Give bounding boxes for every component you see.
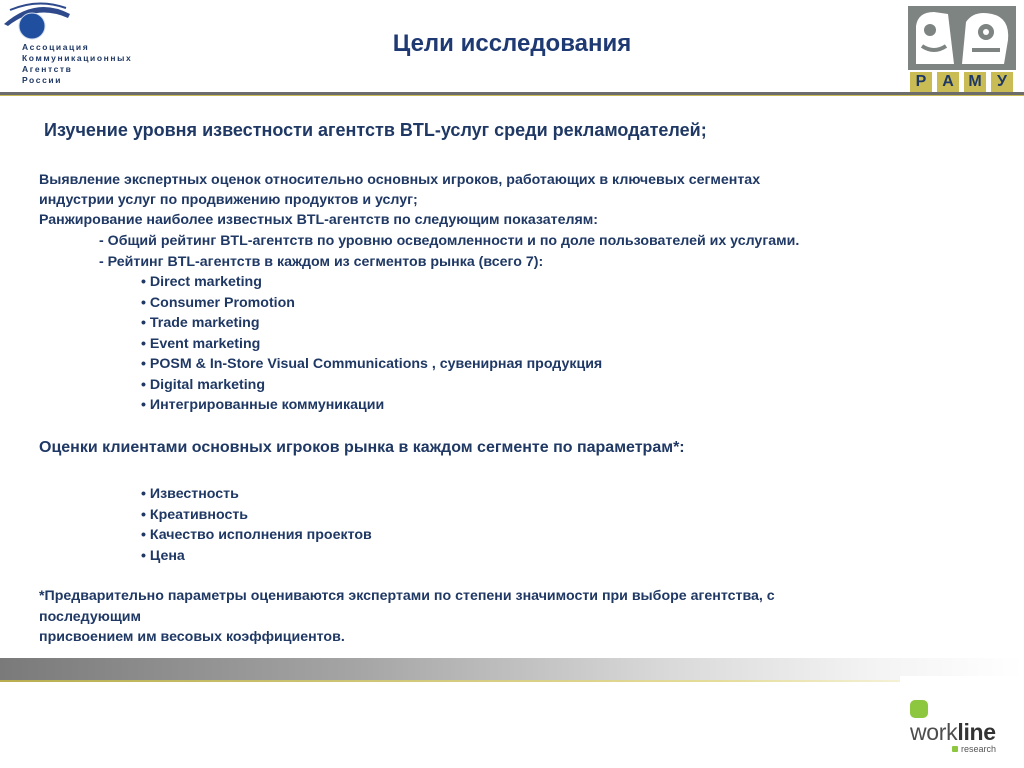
akar-line-3: Агентств (22, 64, 73, 74)
section-heading-2: Оценки клиентами основных игроков рынка в каждом сегменте по параметрам*: (39, 439, 685, 456)
brand-part1: work (910, 719, 958, 745)
list-item: • Direct marketing (141, 274, 262, 290)
header-divider-accent (0, 95, 1024, 96)
list-item: • Креативность (141, 507, 249, 523)
list-item: • Интегрированные коммуникации (141, 397, 385, 413)
list-item: • Известность (141, 486, 239, 502)
akar-line-2: Коммуникационных (22, 53, 133, 63)
green-square-icon (952, 746, 958, 752)
subitem-segment-rating: - Рейтинг BTL-агентств в каждом из сегментов рынка (всего 7): (99, 254, 544, 270)
ramu-logo (906, 6, 1018, 92)
ramu-letter: М (964, 72, 986, 92)
brand-sub: research (961, 744, 997, 754)
section-heading: Изучение уровня известности агентств BTL-услуг среди рекламодателей; (44, 120, 707, 140)
brand-part2: line (957, 719, 996, 745)
footnote-line3: присвоением им весовых коэффициентов. (39, 629, 345, 645)
list-item: • Digital marketing (141, 377, 266, 393)
workline-subtitle (952, 744, 996, 754)
list-item: • Цена (141, 548, 185, 564)
para1-line1: Выявление экспертных оценок относительно основных игроков, работающих в ключевых сегментах (39, 172, 761, 188)
akar-line-1: Ассоциация (22, 42, 90, 52)
footnote-line2: последующим (39, 609, 142, 625)
para1-line2: индустрии услуг по продвижению продуктов и услуг; (39, 192, 418, 208)
list-item: • POSM & In-Store Visual Communications , сувенирная продукция (141, 356, 603, 372)
ramu-wordmark (910, 72, 1013, 92)
para2: Ранжирование наиболее известных BTL-агентств по следующим показателям: (39, 212, 598, 228)
page-title: Цели исследования (392, 30, 632, 57)
list-item: • Качество исполнения проектов (141, 527, 372, 543)
footer-band (0, 658, 1024, 680)
ramu-letter: А (937, 72, 959, 92)
faces-logo-icon (908, 6, 1016, 70)
ramu-letter: У (991, 72, 1013, 92)
ramu-letter: Р (910, 72, 932, 92)
akar-line-4: России (22, 75, 63, 85)
workline-wordmark (910, 719, 996, 746)
workline-logo (900, 676, 1024, 768)
list-item: • Consumer Promotion (141, 295, 295, 311)
list-item: • Trade marketing (141, 315, 260, 331)
footer-divider (0, 680, 1024, 682)
footnote-line1: *Предварительно параметры оцениваются экспертами по степени значимости при выборе агентства, с (39, 588, 775, 604)
list-item: • Event marketing (141, 336, 261, 352)
workline-square-icon (910, 700, 928, 718)
subitem-overall-rating: - Общий рейтинг BTL-агентств по уровню осведомленности и по доле пользователей их услугами. (99, 233, 800, 249)
